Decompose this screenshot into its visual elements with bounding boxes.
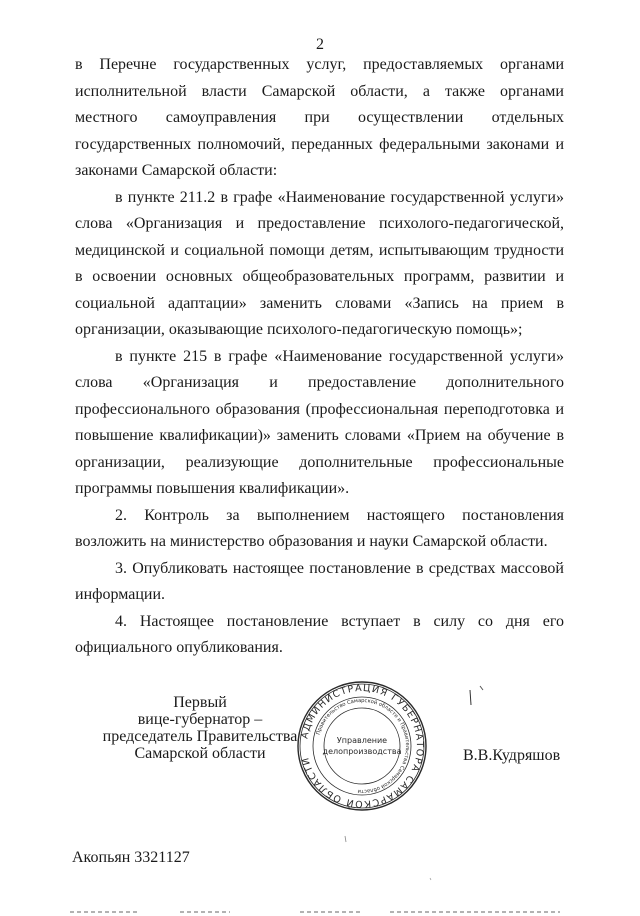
seal-inner-text: Правительство Самарской области и Правительства Самарской области [315,697,411,795]
signatory-title-line: председатель Правительства [102,728,298,745]
document-body [75,52,564,662]
svg-text:Правительство Самарской област [316,698,411,794]
seal-center-line: делопроизводства [322,747,402,756]
executor-info: Акопьян 3321127 [72,849,190,866]
official-seal [296,680,428,812]
signatory-title-line: Самарской области [134,745,266,762]
signatory-title-line: Первый [173,694,227,711]
scan-speck [430,878,431,880]
paragraph: в пункте 211.2 в графе «Наименование государственной услуги» слова «Организация и предоставление психолого-педагогической, медицинской и социальной помощи детям, испытывающим трудности в освоении основных общеобразовательных программ, развитии и социальной адаптации» заменить словами «Запись на прием в организации, оказывающие психолого-педагогическую помощь»; [75,188,564,338]
signatory-title-line: вице-губернатор – [137,711,263,728]
scan-speck [345,836,346,842]
paragraph: в пункте 215 в графе «Наименование государственной услуги» слова «Организация и предоставление дополнительного профессионального образования (профессиональная переподготовка и повышение квалификации)» заменить словами «Прием на обучение в организации, реализующие дополнительные профессиональные программы повышения квалификации». [75,347,564,497]
signatory-name: В.В.Кудряшов [463,747,561,764]
paragraph: 3. Опубликовать настоящее постановление в средствах массовой информации. [75,559,564,603]
seal-center-line: Управление [336,736,388,745]
paragraph: 4. Настоящее постановление вступает в силу со дня его официального опубликования. [75,612,564,656]
signatory-title [100,694,300,762]
paragraph: 2. Контроль за выполнением настоящего постановления возложить на министерство образования и науки Самарской области. [75,506,564,550]
paragraph: в Перечне государственных услуг, предоставляемых органами исполнительной власти Самарской области, а также органами местного самоуправления при осуществлении отдельных государственных полномочий, переданных федеральными законами и законами Самарской области: [75,56,564,179]
seal-outer-text: АДМИНИСТРАЦИЯ ГУБЕРНАТОРА САМАРСКОЙ ОБЛАСТИ [299,682,426,810]
handwritten-signature-stroke [480,686,483,690]
handwritten-signature-stroke [470,690,471,705]
page-number: 2 [316,36,324,53]
